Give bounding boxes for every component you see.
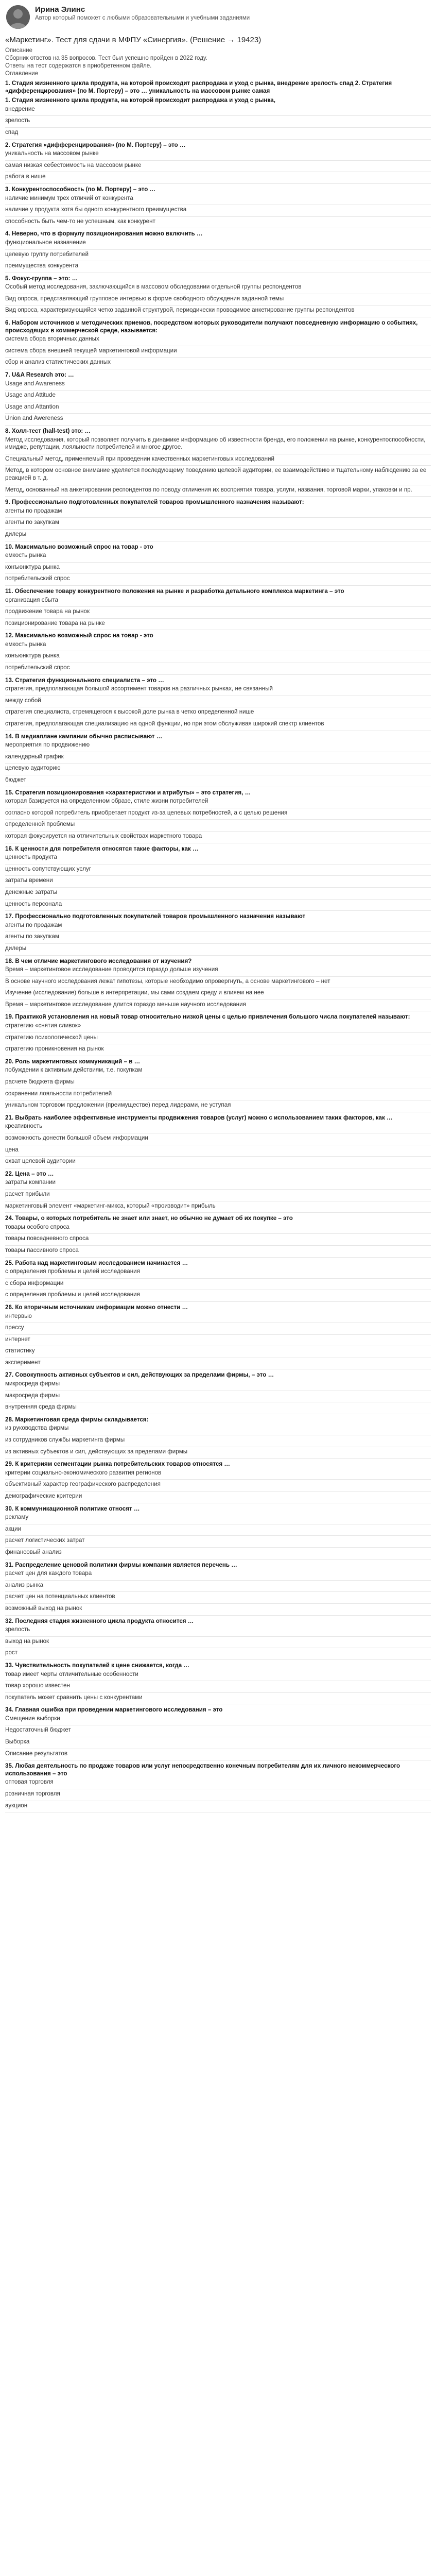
question-text: 11. Обеспечение товару конкурентного положения на рынке и разработка детального комплекса маркетинга – это — [5, 587, 344, 595]
author-info — [35, 4, 250, 22]
answer-option: которая базируется на определенном образе, стиле жизни потребителей — [5, 798, 431, 808]
question-item — [5, 958, 431, 1012]
question-text: 15. Стратегия позиционирования «характеристики и атрибуты» – это стратегия, … — [5, 789, 251, 796]
question-text: 1. Стадия жизненного цикла продукта, на которой происходит распродажа и уход с рынка, внедрение зрелость спад 2. Стратегия «дифференцирования» (по М. Портеру) – это … уникальность на массовом рынке самая — [5, 80, 392, 94]
answer-option: согласно которой потребитель приобретает продукт из-за целевых потребностей, а с целью решения — [5, 809, 431, 820]
answer-option: статистику — [5, 1347, 431, 1358]
meta-line: Сборник ответов на 35 вопросов. Тест был успешно пройден в 2022 году. — [5, 55, 207, 61]
answer-option: из руководства фирмы — [5, 1425, 431, 1435]
answer-option: расчет цен на потенциальных клиентов — [5, 1593, 431, 1604]
answer-option: демографические критерии — [5, 1493, 431, 1503]
answer-option: возможный выход на рынок — [5, 1605, 431, 1616]
answer-option: внутренняя среда фирмы — [5, 1403, 431, 1414]
answer-option: способность быть чем-то не успешным, как конкурент — [5, 218, 431, 229]
answer-option: агенты по продажам — [5, 922, 431, 933]
question-text: 1. Стадия жизненного цикла продукта, на которой происходит распродажа и уход с рынка, — [5, 97, 275, 104]
answer-option: Специальный метод, применяемый при проведении качественных маркетинговых исследований — [5, 455, 431, 466]
answer-option: Смещение выборки — [5, 1715, 431, 1726]
answer-option: уникальном торговом предложении (преимуществе) перед лидерами, не уступая — [5, 1101, 431, 1112]
answer-option: Union and Awereness — [5, 415, 431, 426]
question-item — [5, 97, 431, 139]
question-item — [5, 1762, 431, 1812]
answer-option: зрелость — [5, 1626, 431, 1637]
answer-option: целевую аудиторию — [5, 765, 431, 775]
answer-option: розничная торговля — [5, 1790, 431, 1801]
answer-option: рост — [5, 1649, 431, 1660]
answer-option: Особый метод исследования, заключающийся в массовом обследовании отдельной группы респондентов — [5, 283, 431, 294]
answer-option: дилеры — [5, 531, 431, 541]
answer-option: самая низкая себестоимость на массовом рынке — [5, 162, 431, 173]
question-text: 14. В медиаплане кампании обычно расписывают … — [5, 733, 163, 740]
answer-option: охват целевой аудитории — [5, 1158, 431, 1168]
answer-option: ценность продукта — [5, 854, 431, 865]
question-text: 20. Роль маркетинговых коммуникаций – в … — [5, 1058, 141, 1065]
answer-option: емкость рынка — [5, 552, 431, 563]
answer-option: эксперимент — [5, 1359, 431, 1370]
avatar[interactable] — [6, 5, 30, 29]
question-item — [5, 1461, 431, 1503]
meta-line: Оглавление — [5, 71, 39, 77]
question-text: 21. Выбрать наиболее эффективные инструменты продвижения товаров (услуг) можно с использованием таких факторов, как … — [5, 1114, 393, 1121]
question-item — [5, 142, 431, 184]
answer-option: макросреда фирмы — [5, 1392, 431, 1403]
answer-option: рекламу — [5, 1514, 431, 1524]
question-item — [5, 1562, 431, 1616]
answer-option: уникальность на массовом рынке — [5, 150, 431, 161]
question-item — [5, 1662, 431, 1704]
answer-option: наличие у продукта хотя бы одного конкурентного преимущества — [5, 206, 431, 217]
answer-option: затраты времени — [5, 877, 431, 888]
answer-option: ценность персонала — [5, 901, 431, 911]
answer-option: покупатель может сравнить цены с конкурентами — [5, 1694, 431, 1705]
answer-option: из сотрудников службы маркетинга фирмы — [5, 1436, 431, 1447]
answer-option: спад — [5, 129, 431, 140]
answer-option: агенты по продажам — [5, 507, 431, 518]
answer-option: работа в нише — [5, 173, 431, 184]
answer-option: акции — [5, 1526, 431, 1536]
answer-option: оптовая торговля — [5, 1778, 431, 1789]
question-text: 3. Конкурентоспособность (по М. Портеру) – это … — [5, 185, 156, 193]
question-item — [5, 632, 431, 674]
question-item — [5, 499, 431, 541]
answer-option: зрелость — [5, 117, 431, 128]
answer-option: товары повседневного спроса — [5, 1235, 431, 1246]
question-text: 19. Практикой установления на новый товар относительно низкой цены с целью привлечения большого числа покупателей называют: — [5, 1013, 410, 1021]
answer-option: стратегия специалиста, стремящегося к высокой доле рынка в четко определенной нише — [5, 708, 431, 719]
question-text: 5. Фокус-группа – это: … — [5, 275, 78, 282]
answer-option: креативность — [5, 1123, 431, 1133]
question-text: 29. К критериям сегментации рынка потребительских товаров относятся … — [5, 1461, 230, 1468]
answer-option: побуждении к активным действиям, т.е. покупкам — [5, 1066, 431, 1077]
answer-option: стратегию проникновения на рынок — [5, 1045, 431, 1056]
question-item — [5, 1706, 431, 1760]
answer-option: мероприятия по продвижению — [5, 741, 431, 752]
answer-option: между собой — [5, 697, 431, 708]
question-item — [5, 275, 431, 317]
answer-option: с определения проблемы и целей исследования — [5, 1268, 431, 1279]
question-item — [5, 1371, 431, 1414]
answer-option: потребительский спрос — [5, 575, 431, 586]
question-text: 4. Неверно, что в формулу позиционирования можно включить … — [5, 230, 203, 238]
page-title: «Маркетинг». Тест для сдачи в МФПУ «Синергия». (Решение → 19423) — [5, 36, 261, 44]
answer-option: товар хорошо известен — [5, 1682, 431, 1693]
answer-option: стратегию психологической цены — [5, 1034, 431, 1045]
user-photo-icon — [6, 5, 30, 29]
answer-option: Описание результатов — [5, 1750, 431, 1761]
answer-option: организация сбыта — [5, 597, 431, 607]
question-item — [5, 1618, 431, 1660]
question-text: 27. Совокупность активных субъектов и сил, действующих за пределами фирмы, – это … — [5, 1371, 274, 1379]
answer-option: возможность донести большой объем информации — [5, 1134, 431, 1145]
question-item — [5, 1215, 431, 1257]
answer-option: система сбора внешней текущей маркетинговой информации — [5, 347, 431, 358]
question-item — [5, 588, 431, 630]
question-item — [5, 544, 431, 586]
question-text: 26. Ко вторичным источникам информации можно отнести … — [5, 1303, 188, 1311]
answer-option: интернет — [5, 1336, 431, 1347]
question-item — [5, 1013, 431, 1056]
question-text: 9. Профессионально подготовленных покупателей товаров промышленного назначения называют: — [5, 499, 304, 506]
answer-option: Недостаточный бюджет — [5, 1726, 431, 1737]
question-item — [5, 1058, 431, 1112]
answer-option: функциональное назначение — [5, 239, 431, 250]
meta-block — [5, 47, 431, 78]
answer-option: наличие минимум трех отличий от конкурента — [5, 195, 431, 206]
question-item — [5, 1416, 431, 1459]
answer-option: маркетинговый элемент «маркетинг-микса, который «производит» прибыль — [5, 1202, 431, 1213]
answer-option: из активных субъектов и сил, действующих за пределами фирмы — [5, 1448, 431, 1459]
author-card — [5, 4, 431, 32]
answer-option: стратегия, предполагающая специализацию на одной функции, но при этом обслуживая широкий спектр клиентов — [5, 720, 431, 731]
answer-option: стратегию «снятия сливок» — [5, 1022, 431, 1033]
question-text: 18. В чем отличие маркетингового исследования от изучения? — [5, 957, 192, 964]
answer-option: стратегия, предполагающая большой ассортимент товаров на различных рынках, не связанный — [5, 685, 431, 696]
author-name[interactable]: Ирина Элинс — [35, 5, 85, 14]
question-text: 22. Цена – это … — [5, 1170, 54, 1177]
question-text: 6. Набором источников и методических приемов, посредством которых руководители получают повседневную информацию о событиях, происходящих в коммерческой среде, называется: — [5, 319, 418, 334]
answer-option: Метод, основанный на анкетировании респондентов по поводу отличения их восприятия товара, услуги, названия, торговой марки, упаковки и пр. — [5, 486, 431, 497]
answer-option: емкость рынка — [5, 641, 431, 652]
answer-option: товары пассивного спроса — [5, 1247, 431, 1258]
answer-option: Usage and Attitude — [5, 392, 431, 402]
question-item — [5, 319, 431, 369]
question-text: 35. Любая деятельность по продаже товаров или услуг непосредственно конечным потребителям для их личного некоммерческого использования – это — [5, 1762, 400, 1777]
answer-option: расчет прибыли — [5, 1191, 431, 1201]
answer-option: товар имеет черты отличительные особенности — [5, 1671, 431, 1682]
answer-option: Usage and Attantion — [5, 403, 431, 414]
answer-option: Вид опроса, характеризующийся четко заданной структурой, периодически проводимое анкетирование группы респондентов — [5, 307, 431, 317]
question-text: 34. Главная ошибка при проведении маркетингового исследования – это — [5, 1706, 223, 1714]
question-text: 28. Маркетинговая среда фирмы складывается: — [5, 1416, 149, 1423]
answer-option: Метод исследования, который позволяет получить в динамике информацию об известности бренда, его положении на рынке, конкурентоспособности, имидже, репутации, лояльности потребителей и многое другое. — [5, 436, 431, 454]
answer-option: прессу — [5, 1324, 431, 1335]
question-text: 17. Профессионально подготовленных покупателей товаров промышленного назначения называют — [5, 913, 306, 920]
answer-option: Вид опроса, представляющий групповое интервью в форме свободного обсуждения заданной темы — [5, 295, 431, 306]
answer-option: дилеры — [5, 945, 431, 956]
answer-option: цена — [5, 1146, 431, 1157]
author-description: Автор который поможет с любыми образовательными и учебными заданиями — [35, 15, 250, 21]
answer-option: финансовый анализ — [5, 1549, 431, 1560]
answer-option: календарный график — [5, 753, 431, 764]
question-text: 13. Стратегия функционального специалиста – это … — [5, 676, 164, 684]
question-text: 7. U&A Research это: … — [5, 371, 74, 379]
answer-option: конъюнктура рынка — [5, 652, 431, 663]
answer-option: с определения проблемы и целей исследования — [5, 1291, 431, 1302]
answer-option: которая фокусируется на отличительных свойствах маркетного товара — [5, 833, 431, 843]
meta-line: Ответы на тест содержатся в приобретенном файле. — [5, 63, 152, 69]
question-item — [5, 371, 431, 426]
answer-option: сохранении лояльности потребителей — [5, 1090, 431, 1101]
answer-option: расчет логистических затрат — [5, 1537, 431, 1548]
answer-option: целевую группу потребителей — [5, 251, 431, 262]
question-text: 10. Максимально возможный спрос на товар - это — [5, 543, 153, 550]
answer-option: Время – маркетинговое исследование проводится гораздо дольше изучения — [5, 966, 431, 977]
answer-option: Usage and Awareness — [5, 380, 431, 391]
question-text: 31. Распределение ценовой политики фирмы компании является перечень … — [5, 1561, 237, 1568]
answer-option: агенты по закупкам — [5, 519, 431, 530]
question-item — [5, 733, 431, 787]
answer-option: расчет цен для каждого товара — [5, 1570, 431, 1581]
question-list — [5, 80, 431, 1812]
answer-option: Выборка — [5, 1738, 431, 1749]
answer-option: с сбора информации — [5, 1280, 431, 1291]
question-item — [5, 845, 431, 911]
question-item — [5, 80, 431, 95]
answer-option: денежные затраты — [5, 889, 431, 900]
question-item — [5, 428, 431, 497]
question-text: 32. Последняя стадия жизненного цикла продукта относится … — [5, 1617, 194, 1624]
answer-option: расчете бюджета фирмы — [5, 1078, 431, 1089]
question-text: 30. К коммуникационной политике относят … — [5, 1505, 140, 1512]
answer-option: определенной проблемы — [5, 821, 431, 832]
question-text: 33. Чувствительность покупателей к цене снижается, когда … — [5, 1662, 189, 1669]
question-item — [5, 1171, 431, 1213]
answer-option: выход на рынок — [5, 1638, 431, 1649]
answer-option: интервью — [5, 1313, 431, 1324]
question-item — [5, 186, 431, 228]
answer-option: бюджет — [5, 776, 431, 787]
answer-option: продвижение товара на рынок — [5, 608, 431, 619]
answer-option: сбор и анализ статистических данных — [5, 359, 431, 369]
question-item — [5, 1114, 431, 1168]
question-item — [5, 1304, 431, 1370]
answer-option: система сбора вторичных данных — [5, 335, 431, 346]
answer-option: потребительский спрос — [5, 664, 431, 675]
answer-option: товары особого спроса — [5, 1224, 431, 1234]
answer-option: ценность сопутствующих услуг — [5, 866, 431, 876]
answer-option: затраты компании — [5, 1179, 431, 1190]
question-item — [5, 230, 431, 273]
answer-option: объективный характер географического распределения — [5, 1481, 431, 1492]
answer-option: преимущества конкурента — [5, 262, 431, 273]
answer-option: агенты по закупкам — [5, 933, 431, 944]
question-item — [5, 1505, 431, 1560]
question-text: 12. Максимально возможный спрос на товар - это — [5, 632, 153, 639]
answer-option: микросреда фирмы — [5, 1380, 431, 1391]
answer-option: В основе научного исследования лежат гипотезы, которые необходимо опровергнуть, а основе маркетингового – нет — [5, 978, 431, 989]
answer-option: критерии социально-экономического развития регионов — [5, 1469, 431, 1480]
answer-option: позиционирование товара на рынке — [5, 620, 431, 631]
question-item — [5, 913, 431, 955]
answer-option: конъюнктура рынка — [5, 564, 431, 574]
meta-line: Описание — [5, 47, 32, 54]
question-text: 16. К ценности для потребителя относятся такие факторы, как … — [5, 845, 199, 852]
question-text: 24. Товары, о которых потребитель не знает или знает, но обычно не думает об их покупке – это — [5, 1215, 293, 1222]
question-item — [5, 789, 431, 843]
question-text: 8. Холл-тест (hall-test) это: … — [5, 428, 91, 434]
question-item — [5, 1260, 431, 1302]
question-text: 2. Стратегия «дифференцирования» (по М. Портеру) – это … — [5, 141, 186, 148]
answer-option: Метод, в котором основное внимание уделяется последующему поведению целевой аудитории, ее взаимодействию и тщательному наблюдению за ее реакцией в т. д. — [5, 467, 431, 485]
answer-option: анализ рынка — [5, 1582, 431, 1592]
answer-option: Время – маркетинговое исследование длится гораздо меньше научного исследования — [5, 1001, 431, 1012]
question-text: 25. Работа над маркетинговым исследованием начинается … — [5, 1259, 188, 1266]
question-item — [5, 677, 431, 731]
answer-option: аукцион — [5, 1802, 431, 1813]
answer-option: Изучение (исследование) больше в интерпретации, мы сами создаем среду и влияем на нее — [5, 989, 431, 1000]
answer-option: внедрение — [5, 106, 431, 116]
